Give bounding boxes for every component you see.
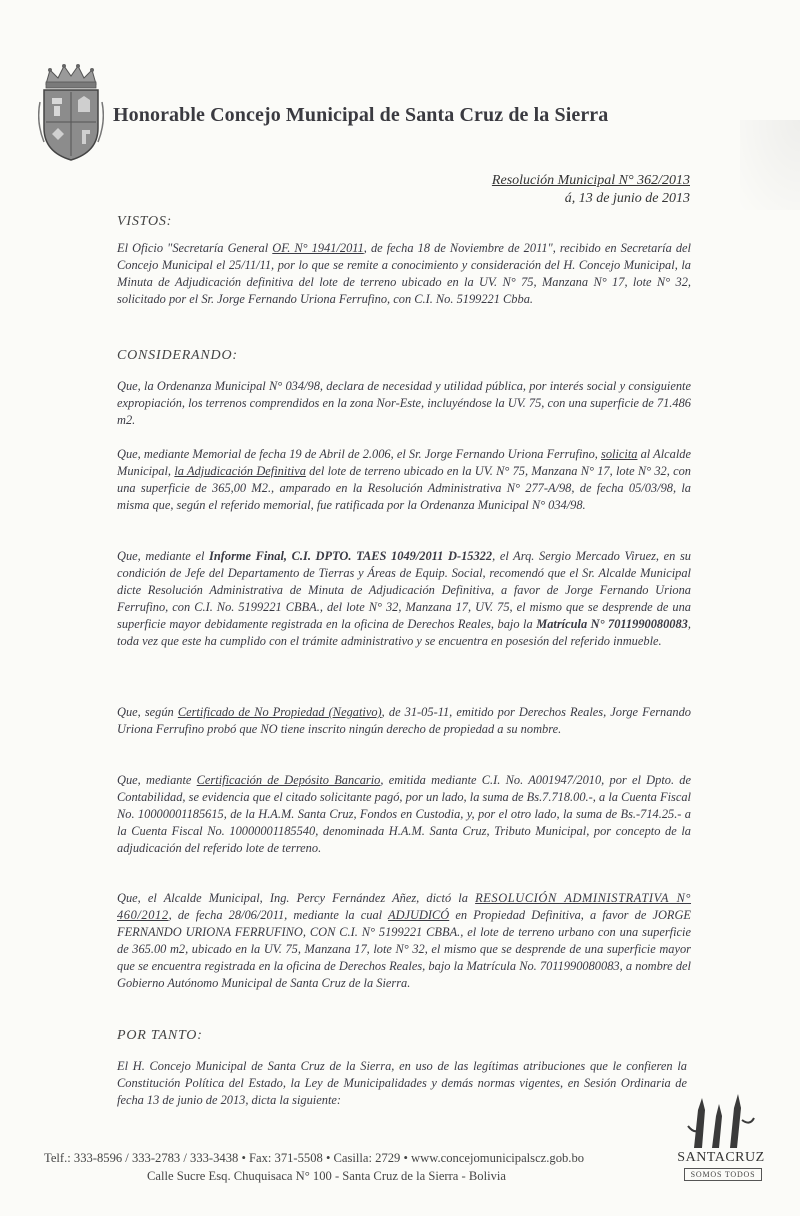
footer-contact-line: Telf.: 333-8596 / 333-2783 / 333-3438 • Fax: 371-5508 • Casilla: 2729 • www.concejomunicipalscz.gob.bo bbox=[44, 1151, 585, 1165]
underlined-reference: la Adjudicación Definitiva bbox=[174, 464, 306, 478]
text-run: Que, el Alcalde Municipal, Ing. Percy Fernández Añez, dictó la bbox=[117, 891, 476, 905]
bold-reference: Matrícula N° 7011990080083 bbox=[536, 617, 688, 631]
organization-title: Honorable Concejo Municipal de Santa Cruz de la Sierra bbox=[113, 104, 609, 126]
underlined-reference: RESOLUCIÓN ADMINISTRATIVA N° 460/2012 bbox=[117, 891, 692, 922]
text-run: del lote de terreno ubicado en la UV. N° 75, Manzana N° 17, lote N° 32, con una superficie de 365,00 M2., amparado en la Resolución Administrativa N° 277-A/98, de fecha 05/03/98, la misma que, según el referido memorial, fue ratificada por la Ordenanza Municipal N° 034/98. bbox=[117, 464, 691, 512]
section-considerando: CONSIDERANDO: bbox=[117, 348, 238, 363]
text-run: en Propiedad Definitiva, a favor de JORGE FERNANDO URIONA FERRUFINO, CON C.I. N° 5199221 CBBA., el lote de terreno urbano con una superficie de 365.00 m2, ubicado en la UV. 75, Manzana 17, lote N° 32, el mismo que se desprende de una superficie mayor que se encuentra registrada en la oficina de Derechos Reales, bajo la Matrícula No. 7011990080083, a nombre del Gobierno Autónomo Municipal de Santa Cruz de la Sierra. bbox=[117, 908, 691, 990]
text-run: al Alcalde Municipal, bbox=[117, 447, 691, 478]
text-run: , de fecha 28/06/2011, mediante la cual bbox=[168, 908, 388, 922]
underlined-reference: ADJUDICÓ bbox=[388, 908, 450, 922]
underlined-reference: Certificación de Depósito Bancario bbox=[196, 773, 381, 787]
paragraph-por-tanto: El H. Concejo Municipal de Santa Cruz de la Sierra, en uso de las legítimas atribuciones que le confieren la Constitución Política del Estado, la Ley de Municipalidades y demás normas vigentes, en Sesión Ordinaria de fecha 13 de junio de 2013, dicta la siguiente: bbox=[117, 1059, 687, 1107]
text-run: , el Arq. Sergio Mercado Viruez, en su condición de Jefe del Departamento de Tierras y Áreas de Equip. Social, recomendó que el Sr. Alcalde Municipal dicte Resolución Administrativa de Minuta de Adjudicación Definitiva, a favor de Jorge Fernando Uriona Ferrufino, con C.I. No. 5199221 CBBA., del lote N° 32, Manzana 17, UV. 75, el mismo que se desprende de una superficie mayor debidamente registrada en la oficina de Derechos Reales, bajo la bbox=[117, 549, 691, 631]
scan-shadow bbox=[740, 120, 800, 210]
paragraph-considerando-5 bbox=[117, 772, 691, 857]
text-run: , emitida mediante C.I. No. A001947/2010, por el Dpto. de Contabilidad, se evidencia que el citado solicitante pagó, por un lado, la suma de Bs.7.718.00.-, a la Cuenta Fiscal No. 10000001185615, de la H.A.M. Santa Cruz, Fondos en Custodia, y, por el otro lado, la suma de Bs.-714.25.- a la Cuenta Fiscal No. 10000001185540, denominada H.A.M. Santa Cruz, Tributo Municipal, por concepto de la adjudicación del referido lote de terreno. bbox=[117, 773, 691, 855]
logo-wordmark: SANTACRUZ bbox=[677, 1150, 765, 1165]
resolution-date: á, 13 de junio de 2013 bbox=[564, 191, 690, 206]
coat-of-arms-icon bbox=[38, 62, 104, 162]
paragraph-considerando-1: Que, la Ordenanza Municipal N° 034/98, declara de necesidad y utilidad pública, por interés social y consiguiente expropiación, los terrenos comprendidos en la zona Nor-Este, incluyéndose la UV. 75, con una superficie de 71.486 m2. bbox=[117, 379, 691, 427]
text-run: , de fecha 18 de Noviembre de 2011", recibido en Secretaría del Concejo Municipal el 25/11/11, por lo que se remite a conocimiento y consideración del H. Concejo Municipal, la Minuta de Adjudicación definitiva del lote de terreno ubicado en la UV. N° 75, Manzana N° 17, lote N° 32, solicitado por el Sr. Jorge Fernando Uriona Ferrufino, con C.I. No. 5199221 Cbba. bbox=[117, 241, 691, 306]
section-vistos: VISTOS: bbox=[117, 214, 173, 229]
underlined-reference: OF. N° 1941/2011 bbox=[272, 241, 364, 255]
bold-reference: Informe Final, C.I. DPTO. TAES 1049/2011 D-15322 bbox=[209, 549, 493, 563]
text-run: Que, mediante el bbox=[117, 549, 210, 563]
underlined-reference: Certificado de No Propiedad (Negativo) bbox=[177, 705, 382, 719]
section-por-tanto: POR TANTO: bbox=[117, 1028, 203, 1043]
underlined-reference: solicita bbox=[601, 447, 638, 461]
text-run: Que, según bbox=[117, 705, 178, 719]
footer-address-line: Calle Sucre Esq. Chuquisaca N° 100 - Santa Cruz de la Sierra - Bolivia bbox=[147, 1169, 506, 1183]
paragraph-considerando-4 bbox=[117, 704, 691, 738]
santa-cruz-logo-icon bbox=[672, 1090, 764, 1150]
resolution-block bbox=[492, 172, 690, 208]
text-run: El Oficio "Secretaría General bbox=[117, 241, 273, 255]
text-run: , toda vez que este ha cumplido con el trámite administrativo y se encuentra en posesión del referido inmueble. bbox=[117, 617, 691, 648]
text-run: Que, mediante bbox=[117, 773, 197, 787]
paragraph-vistos bbox=[117, 240, 691, 308]
text-run: , de 31-05-11, emitido por Derechos Reales, Jorge Fernando Uriona Ferrufino probó que NO tiene inscrito ningún derecho de propiedad a su nombre. bbox=[117, 705, 691, 736]
paragraph-considerando-2 bbox=[117, 446, 691, 514]
logo-slogan: SOMOS TODOS bbox=[684, 1168, 762, 1181]
paragraph-considerando-6 bbox=[117, 890, 691, 992]
paragraph-considerando-3 bbox=[117, 548, 691, 650]
text-run: Que, mediante Memorial de fecha 19 de Abril de 2.006, el Sr. Jorge Fernando Uriona Ferrufino, bbox=[117, 447, 601, 461]
resolution-number: Resolución Municipal N° 362/2013 bbox=[491, 173, 690, 188]
